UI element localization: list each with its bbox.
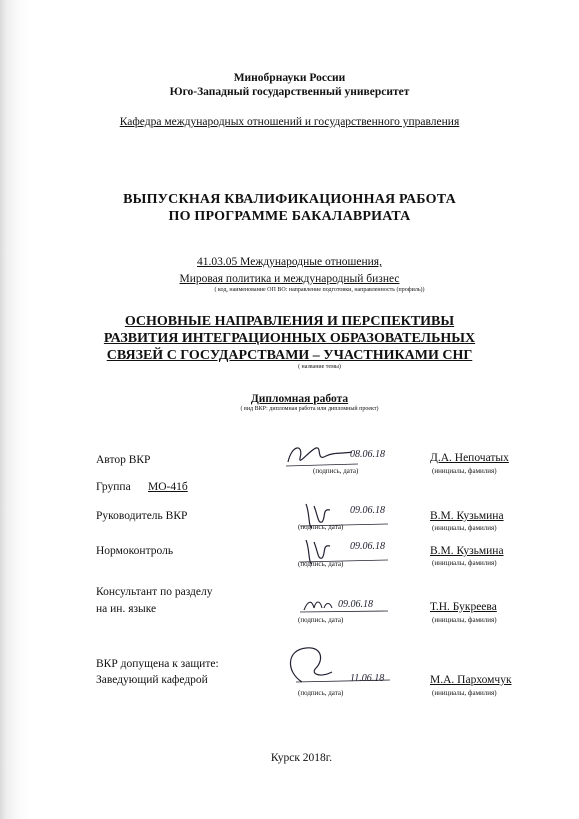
topic-caption: ( название темы) xyxy=(298,364,341,370)
supervisor-label: Руководитель ВКР xyxy=(96,510,188,522)
work-type-line2: ПО ПРОГРАММЕ БАКАЛАВРИАТА xyxy=(168,209,411,224)
consultant-name-caption: (инициалы, фамилия) xyxy=(432,616,497,624)
head-sign-caption: (подпись, дата) xyxy=(298,689,344,697)
head-sign-date: 11.06.18 xyxy=(350,673,385,684)
topic-line3: СВЯЗЕЙ С ГОСУДАРСТВАМИ – УЧАСТНИКАМИ СНГ xyxy=(106,348,473,363)
norm-control-name: В.М. Кузьмина xyxy=(430,545,504,557)
specialty-code: 41.03.05 Международные отношения, xyxy=(197,256,382,268)
department-name: Кафедра международных отношений и государственного управления xyxy=(119,116,460,128)
work-kind-caption: ( вид ВКР: дипломная работа или дипломный проект) xyxy=(240,406,379,412)
norm-control-label: Нормоконтроль xyxy=(96,545,174,557)
group-value: МО-41б xyxy=(148,481,188,493)
norm-control-sign-caption: (подпись, дата) xyxy=(298,560,344,568)
supervisor-sign-caption: (подпись, дата) xyxy=(298,523,344,531)
admitted-label: ВКР допущена к защите: xyxy=(96,658,219,670)
head-name: М.А. Пархомчук xyxy=(430,674,512,686)
supervisor-name: В.М. Кузьмина xyxy=(430,510,504,522)
supervisor-name-caption: (инициалы, фамилия) xyxy=(432,524,497,532)
consultant-label-line2: на ин. языке xyxy=(96,603,157,615)
topic-line1: ОСНОВНЫЕ НАПРАВЛЕНИЯ И ПЕРСПЕКТИВЫ xyxy=(124,314,455,329)
head-name-caption: (инициалы, фамилия) xyxy=(432,689,497,697)
author-label: Автор ВКР xyxy=(96,454,151,466)
author-sign-caption: (подпись, дата) xyxy=(313,467,359,475)
topic-line2: РАЗВИТИЯ ИНТЕГРАЦИОННЫХ ОБРАЗОВАТЕЛЬНЫХ xyxy=(103,331,476,346)
norm-control-sign-date: 09.06.18 xyxy=(350,541,385,552)
norm-control-name-caption: (инициалы, фамилия) xyxy=(432,559,497,567)
specialty-caption: ( код, наименование ОП ВО: направление подготовки, направленность (профиль)) xyxy=(214,287,425,293)
author-name-caption: (инициалы, фамилия) xyxy=(432,467,497,475)
consultant-sign-date: 09.06.18 xyxy=(338,599,373,610)
work-kind: Дипломная работа xyxy=(250,393,349,405)
ministry-name: Минобрнауки России xyxy=(233,72,346,84)
city-year: Курск 2018г. xyxy=(270,752,333,764)
consultant-name: Т.Н. Букреева xyxy=(430,601,497,613)
consultant-label-line1: Консультант по разделу xyxy=(96,586,213,598)
author-name: Д.А. Непочатых xyxy=(430,452,509,464)
supervisor-sign-date: 09.06.18 xyxy=(350,505,385,516)
specialty-profile: Мировая политика и международный бизнес xyxy=(179,273,400,285)
group-label: Группа xyxy=(96,481,131,493)
work-type-line1: ВЫПУСКНАЯ КВАЛИФИКАЦИОННАЯ РАБОТА xyxy=(123,192,456,207)
university-name: Юго-Западный государственный университет xyxy=(169,86,410,98)
author-sign-date: 08.06.18 xyxy=(350,449,385,460)
head-label: Заведующий кафедрой xyxy=(96,674,208,686)
consultant-sign-caption: (подпись, дата) xyxy=(298,616,344,624)
